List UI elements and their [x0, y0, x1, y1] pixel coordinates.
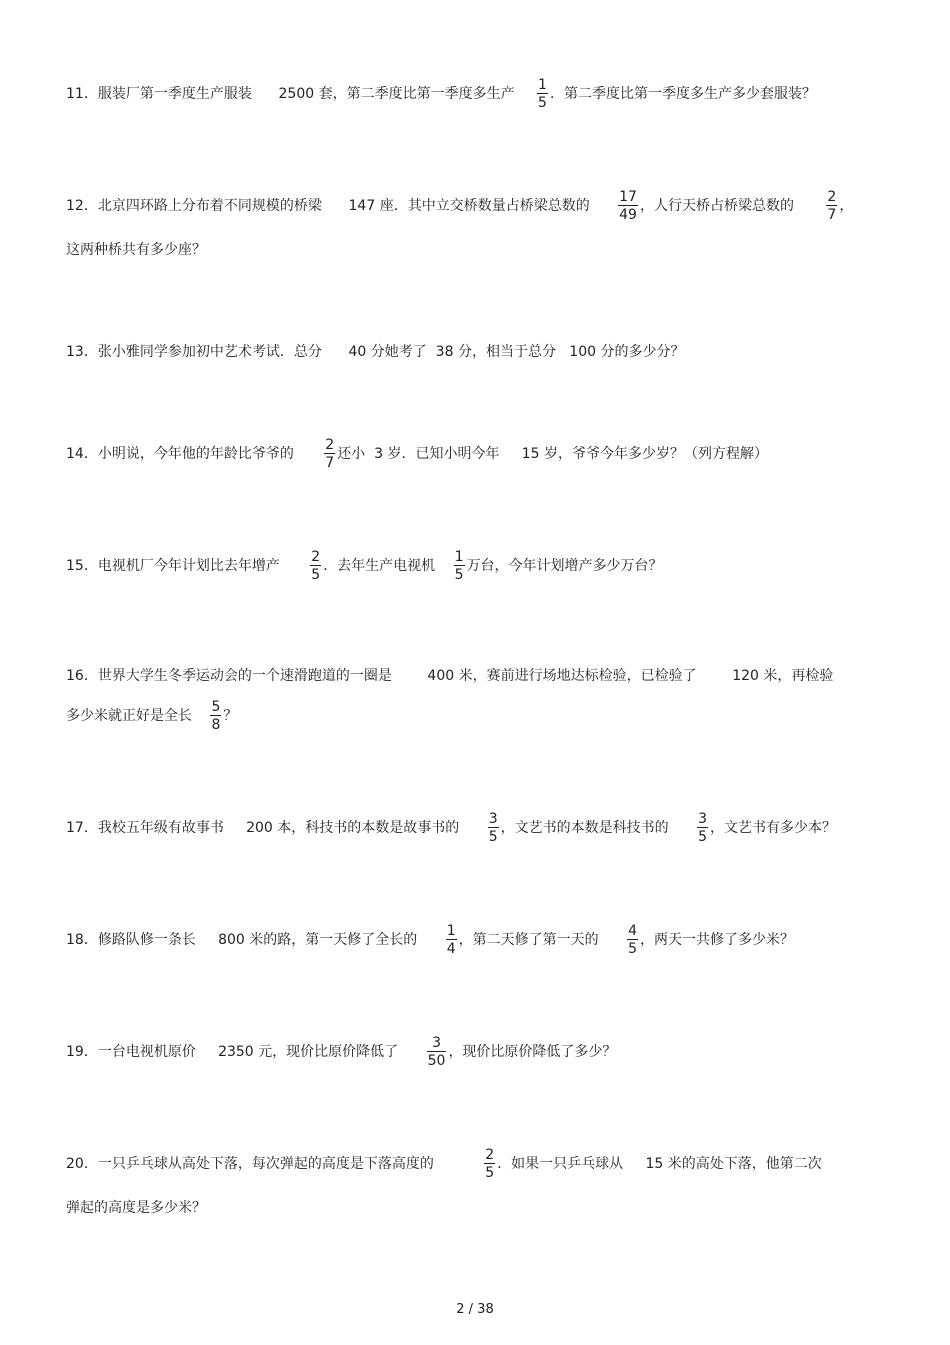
- fraction-denominator: 5: [628, 941, 637, 957]
- fraction-numerator: 3: [698, 811, 707, 827]
- problem-12-line-2: [66, 230, 206, 270]
- problem-text: 15 岁，爷爷今年多少岁？（列方程解）: [503, 446, 768, 462]
- fraction: [488, 812, 499, 844]
- fraction-denominator: 5: [488, 829, 498, 845]
- fraction: [484, 1148, 495, 1180]
- problem-16-line-2: [66, 696, 237, 736]
- problem-17-line-1: [66, 808, 836, 848]
- problem-text: 13．张小雅同学参加初中艺术考试．总分: [66, 344, 327, 360]
- problem-text: ，现价比原价降低了多少？: [448, 1044, 617, 1060]
- problem-text: ，第二天修了第一天的: [458, 932, 604, 948]
- fraction-denominator: 5: [311, 567, 321, 583]
- problem-text: ，文艺书有多少本？: [710, 820, 836, 836]
- problem-text: ，人行天桥占桥梁总数的: [639, 198, 799, 214]
- fraction-denominator: 5: [698, 829, 707, 845]
- fraction-numerator: 2: [311, 549, 321, 565]
- fraction-numerator: 2: [827, 189, 837, 205]
- fraction-numerator: 5: [211, 699, 221, 715]
- problem-text: 100 分的多少分？: [560, 344, 685, 360]
- problem-text: ．去年生产电视机: [323, 558, 440, 574]
- fraction-numerator: 1: [446, 923, 456, 939]
- problem-text: 800 米的路，第一天修了全长的: [200, 932, 422, 948]
- problem-text: 12．北京四环路上分布着不同规模的桥梁: [66, 198, 327, 214]
- fraction-numerator: 3: [432, 1035, 441, 1051]
- problem-text: ．第二季度比第一季度多生产多少套服装？: [549, 86, 816, 102]
- fraction-denominator: 4: [446, 941, 456, 957]
- problem-text: 200 本，科技书的本数是故事书的: [228, 820, 464, 836]
- problem-text: 17．我校五年级有故事书: [66, 820, 229, 836]
- fraction-numerator: 2: [325, 437, 335, 453]
- problem-19-line-1: [66, 1032, 616, 1072]
- problem-text: 400 米，赛前进行场地达标检验，已检验了: [396, 668, 702, 684]
- fraction: [324, 438, 335, 470]
- fraction-numerator: 3: [488, 811, 498, 827]
- fraction: [446, 924, 457, 956]
- problem-12-line-1: [66, 186, 853, 226]
- problem-14-line-1: [66, 434, 768, 474]
- fraction-numerator: 4: [628, 923, 637, 939]
- problem-text: 20．一只乒乓球从高处下落，每次弹起的高度是下落高度的: [66, 1156, 439, 1172]
- problem-text: 14．小明说，今年他的年龄比爷爷的: [66, 446, 299, 462]
- fraction: [537, 78, 548, 110]
- problem-text: 万台，今年计划增产多少万台？: [466, 558, 663, 574]
- problem-text: 2500 套，第二季度比第一季度多生产: [256, 86, 520, 102]
- problem-text: ，文艺书的本数是科技书的: [500, 820, 674, 836]
- fraction-denominator: 7: [325, 455, 335, 471]
- fraction: [310, 550, 321, 582]
- problem-text: 还小 3 岁．已知小明今年: [337, 446, 504, 462]
- problem-text: 16．世界大学生冬季运动会的一个速滑跑道的一圈是: [66, 668, 397, 684]
- fraction: [427, 1036, 447, 1068]
- fraction-denominator: 8: [211, 717, 221, 733]
- problem-text: 18．修路队修一条长: [66, 932, 201, 948]
- problem-text: 19．一台电视机原价: [66, 1044, 201, 1060]
- fraction-denominator: 50: [427, 1053, 446, 1069]
- problem-text: 2350 元，现价比原价降低了: [200, 1044, 403, 1060]
- fraction-numerator: 1: [454, 549, 464, 565]
- problem-11-line-1: [66, 74, 816, 114]
- problem-text: ，两天一共修了多少米？: [640, 932, 794, 948]
- problem-text: 11．服装厂第一季度生产服装: [66, 86, 257, 102]
- fraction: [618, 190, 638, 222]
- problem-20-line-2: [66, 1188, 206, 1228]
- problem-text: 这两种桥共有多少座？: [66, 242, 206, 258]
- problem-text: 147 座．其中立交桥数量占桥梁总数的: [326, 198, 595, 214]
- problem-15-line-1: [66, 546, 663, 586]
- problem-text: 多少米就正好是全长: [66, 708, 197, 724]
- problem-text: ，: [839, 198, 854, 214]
- fraction-denominator: 7: [827, 207, 837, 223]
- problem-text: ？: [223, 708, 238, 724]
- problem-text: 120 米，再检验: [701, 668, 834, 684]
- problem-16-line-1: [66, 656, 833, 696]
- fraction: [826, 190, 837, 222]
- fraction-denominator: 5: [485, 1165, 495, 1181]
- fraction: [454, 550, 465, 582]
- problem-text: 15．电视机厂今年计划比去年增产: [66, 558, 285, 574]
- fraction-numerator: 17: [619, 189, 637, 205]
- problem-text: 40 分她考了: [326, 344, 432, 360]
- problem-text: 38 分，相当于总分: [431, 344, 561, 360]
- problem-text: 15 米的高处下落，他第二次: [627, 1156, 822, 1172]
- problem-text: 弹起的高度是多少米？: [66, 1200, 206, 1216]
- fraction-denominator: 5: [454, 567, 464, 583]
- problem-13-line-1: [66, 332, 684, 372]
- fraction: [210, 700, 221, 732]
- fraction-denominator: 5: [538, 95, 547, 111]
- problem-20-line-1: [66, 1144, 822, 1184]
- problem-text: ．如果一只乒乓球从: [497, 1156, 628, 1172]
- problem-18-line-1: [66, 920, 794, 960]
- fraction: [627, 924, 638, 956]
- fraction-denominator: 49: [619, 207, 637, 223]
- fraction: [697, 812, 708, 844]
- fraction-numerator: 2: [485, 1147, 495, 1163]
- page-number: 2 / 38: [456, 1302, 494, 1317]
- fraction-numerator: 1: [538, 77, 547, 93]
